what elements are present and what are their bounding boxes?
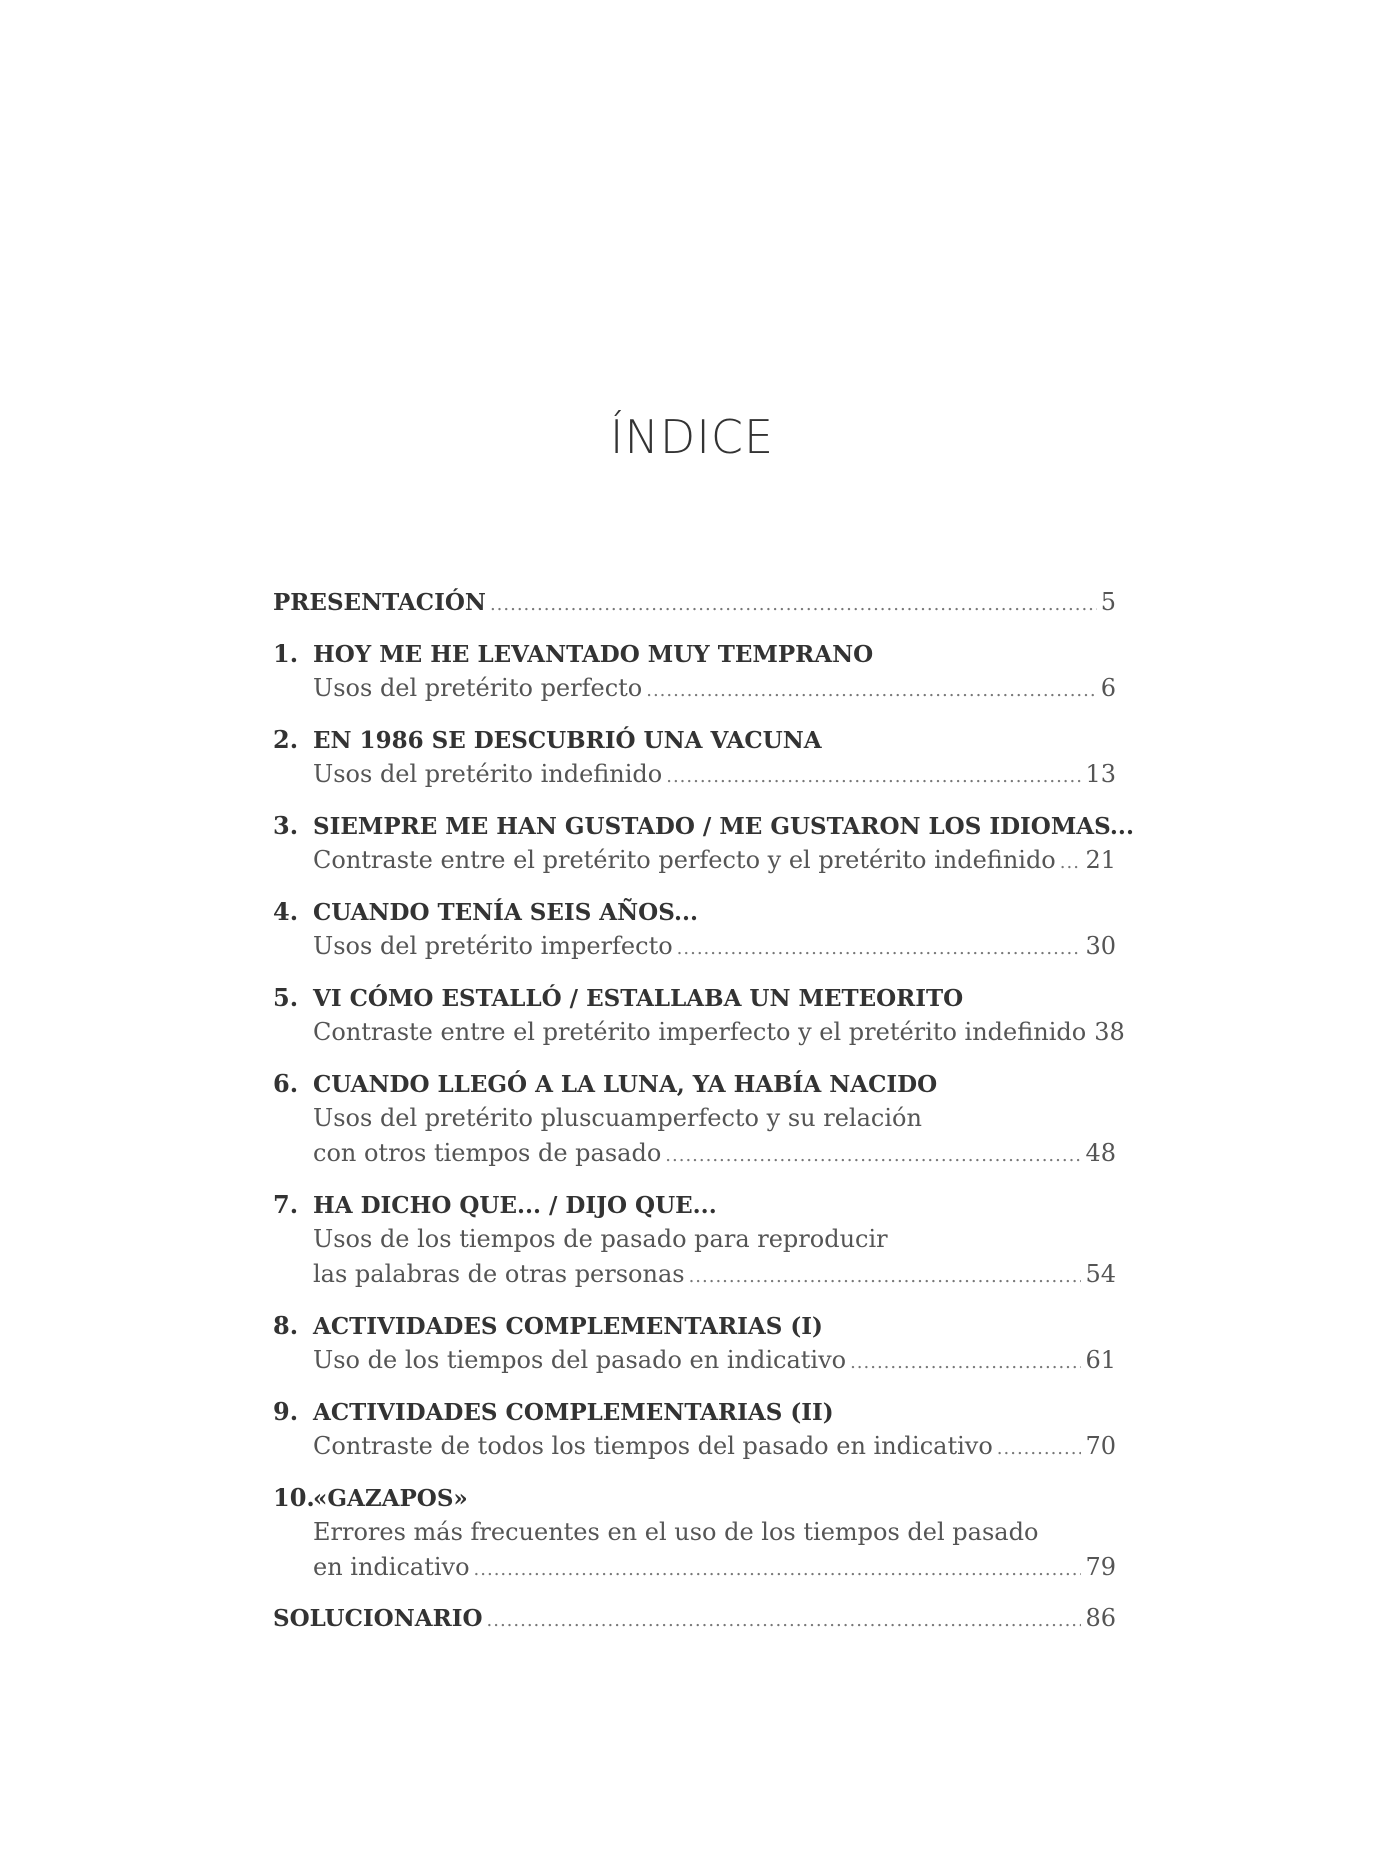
toc-heading-line: [273, 722, 1116, 757]
chapter-number: 2.: [273, 725, 299, 754]
toc-entry-chapter-5: [273, 980, 1125, 1050]
page-title: ÍNDICE: [609, 410, 775, 464]
chapter-subtitle-continued: con otros tiempos de pasado: [313, 1139, 662, 1167]
leader-dots: [677, 931, 1082, 966]
chapter-number: 1.: [273, 639, 299, 668]
chapter-subtitle: Usos del pretérito perfecto: [313, 674, 643, 702]
toc-sub-line: [273, 1101, 1116, 1136]
page-number: 5: [1100, 588, 1116, 616]
toc-heading-line: [273, 1187, 1116, 1222]
chapter-subtitle: Errores más frecuentes en el uso de los tiempos del pasado: [313, 1518, 1039, 1546]
chapter-heading: HOY ME HE LEVANTADO MUY TEMPRANO: [313, 641, 874, 668]
chapter-number: 8.: [273, 1311, 299, 1340]
leader-dots: [666, 759, 1081, 794]
page-number: 54: [1085, 1260, 1116, 1288]
toc-heading-line: [273, 808, 1134, 843]
toc-entry-chapter-3: [273, 808, 1134, 878]
toc-sub-line: [273, 843, 1116, 878]
page-number: 38: [1094, 1018, 1125, 1046]
chapter-heading: SIEMPRE ME HAN GUSTADO / ME GUSTARON LOS IDIOMAS...: [313, 813, 1134, 840]
toc-sub-line: [273, 1136, 1116, 1171]
chapter-number: 7.: [273, 1190, 299, 1219]
toc-entry-chapter-9: [273, 1394, 1116, 1464]
chapter-heading: HA DICHO QUE... / DIJO QUE...: [313, 1192, 717, 1219]
toc-sub-line: [273, 929, 1116, 964]
toc-entry-chapter-4: [273, 894, 1116, 964]
chapter-subtitle: Usos de los tiempos de pasado para reproducir: [313, 1225, 888, 1253]
chapter-number: 9.: [273, 1397, 299, 1426]
chapter-subtitle: Usos del pretérito pluscuamperfecto y su relación: [313, 1104, 922, 1132]
page-number: 86: [1085, 1604, 1116, 1632]
toc-entry-chapter-2: [273, 722, 1116, 792]
chapter-subtitle: Usos del pretérito indefinido: [313, 760, 663, 788]
chapter-number: 10.: [273, 1483, 315, 1512]
toc-sub-line: [273, 1550, 1116, 1585]
chapter-subtitle-continued: las palabras de otras personas: [313, 1260, 685, 1288]
toc-entry-chapter-10: [273, 1480, 1116, 1585]
toc-heading-line: [273, 980, 1116, 1015]
leader-dots: [1060, 845, 1082, 880]
toc-sub-line: [273, 1515, 1116, 1550]
chapter-heading: ACTIVIDADES COMPLEMENTARIAS (II): [313, 1399, 834, 1426]
chapter-subtitle: Uso de los tiempos del pasado en indicativo: [313, 1346, 847, 1374]
chapter-heading: EN 1986 SE DESCUBRIÓ UNA VACUNA: [313, 727, 822, 754]
toc-heading-line: [273, 1308, 1116, 1343]
page-number: 48: [1085, 1139, 1116, 1167]
leader-dots: [646, 673, 1096, 708]
toc-sub-line: [273, 671, 1116, 706]
chapter-subtitle: Contraste entre el pretérito imperfecto y el pretérito indefinido: [313, 1018, 1087, 1046]
page-number: 13: [1085, 760, 1116, 788]
leader-dots: [490, 587, 1097, 622]
chapter-number: 4.: [273, 897, 299, 926]
toc-line: [273, 1601, 1116, 1636]
toc-entry-chapter-8: [273, 1308, 1116, 1378]
page-number: 61: [1085, 1346, 1116, 1374]
toc-heading: SOLUCIONARIO: [273, 1605, 483, 1632]
toc-heading-line: [273, 1480, 1116, 1515]
chapter-heading: VI CÓMO ESTALLÓ / ESTALLABA UN METEORITO: [313, 985, 964, 1012]
chapter-heading: «GAZAPOS»: [313, 1485, 468, 1512]
toc-sub-line: [273, 1343, 1116, 1378]
chapter-subtitle: Contraste de todos los tiempos del pasado en indicativo: [313, 1432, 993, 1460]
chapter-number: 6.: [273, 1069, 299, 1098]
toc-entry-chapter-6: [273, 1066, 1116, 1171]
chapter-number: 5.: [273, 983, 299, 1012]
table-of-contents: [273, 585, 1134, 1652]
toc-heading-line: [273, 1394, 1116, 1429]
leader-dots: [850, 1345, 1081, 1380]
toc-heading-line: [273, 1066, 1116, 1101]
toc-line: [273, 585, 1116, 620]
toc-entry-solucionario: [273, 1601, 1116, 1636]
toc-entry-chapter-7: [273, 1187, 1116, 1292]
chapter-subtitle: Contraste entre el pretérito perfecto y el pretérito indefinido: [313, 846, 1056, 874]
toc-sub-line: [273, 1429, 1116, 1464]
page-number: 6: [1100, 674, 1116, 702]
chapter-heading: ACTIVIDADES COMPLEMENTARIAS (I): [313, 1313, 823, 1340]
chapter-subtitle: Usos del pretérito imperfecto: [313, 932, 673, 960]
toc-heading-line: [273, 894, 1116, 929]
chapter-number: 3.: [273, 811, 299, 840]
page-number: 21: [1085, 846, 1116, 874]
toc-sub-line: [273, 1257, 1116, 1292]
toc-heading-line: [273, 636, 1116, 671]
leader-dots: [487, 1603, 1082, 1638]
page-number: 30: [1085, 932, 1116, 960]
leader-dots: [665, 1138, 1081, 1173]
toc-heading: PRESENTACIÓN: [273, 589, 486, 616]
leader-dots: [474, 1552, 1082, 1587]
toc-sub-line: [273, 757, 1116, 792]
leader-dots: [689, 1259, 1082, 1294]
page-number: 79: [1085, 1553, 1116, 1581]
toc-sub-line: [273, 1222, 1116, 1257]
page-number: 70: [1085, 1432, 1116, 1460]
toc-entry-presentacion: [273, 585, 1116, 620]
leader-dots: [997, 1431, 1082, 1466]
chapter-heading: CUANDO TENÍA SEIS AÑOS...: [313, 899, 699, 926]
toc-entry-chapter-1: [273, 636, 1116, 706]
chapter-heading: CUANDO LLEGÓ A LA LUNA, YA HABÍA NACIDO: [313, 1071, 938, 1098]
toc-sub-line: [273, 1015, 1125, 1050]
chapter-subtitle-continued: en indicativo: [313, 1553, 470, 1581]
